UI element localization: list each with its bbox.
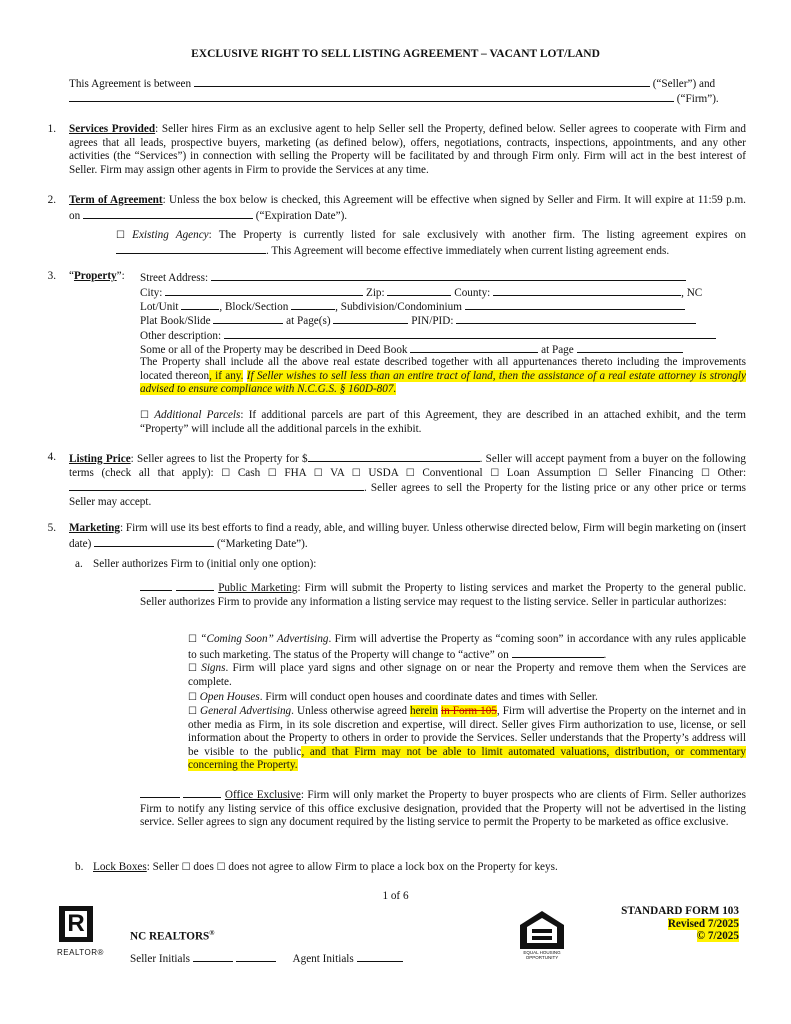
section-4-text-1: : Seller agrees to list the Property for $	[130, 453, 308, 465]
section-2-heading: Term of Agreement	[69, 194, 163, 206]
subsection-a-text: Seller authorizes Firm to (initial only one option):	[93, 558, 317, 570]
intro-line-2	[69, 91, 749, 107]
lock-boxes-heading: Lock Boxes	[93, 861, 147, 873]
section-4-text-2: . Seller will accept payment from a buyer on the following terms (check all that apply):	[69, 453, 746, 479]
revised-date: Revised 7/2025	[667, 917, 739, 930]
general-advertising-label: General Advertising	[200, 705, 292, 717]
plat-label: Plat Book/Slide	[140, 315, 211, 327]
section-5-text-1: : Firm will use its best efforts to find a ready, able, and willing buyer. Unless otherwise directed below, Firm will begin marketing on (insert date)	[69, 522, 746, 550]
deed-label: Some or all of the Property may be described in Deed Book	[140, 344, 408, 356]
county-field[interactable]	[493, 285, 681, 296]
subdivision-label: , Subdivision/Condominium	[335, 301, 462, 313]
fha-label: FHA	[284, 466, 307, 479]
nc-realtors-text: NC REALTORS	[130, 930, 210, 943]
pin-field[interactable]	[456, 313, 696, 324]
section-1-text: : Seller hires Firm as an exclusive agent to help Seller sell the Property, defined below. Seller agrees to cooperate with Firm and agrees that all leads, prospective buyers, marketing (as defined below), offers, negotiations, contracts, inspections, appointments, and any other activities (the “Services”) in connection with selling the Property will be facilitated by and through Firm only. Firm will act in the best interest of Seller. Firm may assign other agents in Firm to provide the Services at any time.	[69, 123, 746, 176]
firm-name-field[interactable]	[69, 91, 674, 102]
listing-price-field[interactable]	[308, 451, 480, 462]
street-address-field[interactable]	[211, 270, 686, 281]
signs-label: Signs	[201, 662, 226, 674]
section-2-term	[69, 194, 746, 223]
marketing-date-field[interactable]	[94, 536, 214, 547]
deed-book-field[interactable]	[410, 342, 538, 353]
existing-agency-option	[116, 229, 746, 258]
city-label: City:	[140, 287, 163, 299]
property-include-paragraph	[140, 356, 746, 397]
city-field[interactable]	[165, 285, 363, 296]
zip-label: Zip:	[365, 287, 385, 299]
other-terms-label: Other:	[717, 466, 747, 479]
public-marketing-option	[140, 580, 746, 609]
does-label: does	[193, 861, 214, 873]
page-title: EXCLUSIVE RIGHT TO SELL LISTING AGREEMENT – VACANT LOT/LAND	[191, 48, 600, 60]
section-4-text-3: . Seller agrees to sell the Property for the listing price or any other price or terms Seller may accept.	[69, 482, 746, 508]
between-label: This Agreement is between	[69, 78, 192, 90]
office-exclusive-label: Office Exclusive	[224, 789, 301, 801]
section-4-listing-price	[69, 451, 746, 509]
public-initials-1[interactable]	[140, 580, 172, 591]
checkbox-icon[interactable]: ☐	[313, 467, 323, 479]
section-3-heading-line	[69, 270, 125, 284]
seller-initials-1[interactable]	[193, 951, 233, 962]
plat-row	[140, 313, 732, 329]
subsection-b-label: b.	[75, 861, 84, 873]
firm-suffix: (“Firm”).	[676, 93, 719, 105]
expiration-date-field[interactable]	[83, 208, 253, 219]
checkbox-icon[interactable]: ☐	[701, 467, 710, 479]
zip-field[interactable]	[387, 285, 451, 296]
checkbox-icon[interactable]: ☐	[188, 706, 197, 717]
form-id-block	[621, 905, 739, 943]
checkbox-icon[interactable]: ☐	[188, 634, 197, 645]
existing-agency-text-2: . This Agreement will become effective immediately when current listing agreement ends.	[266, 244, 670, 257]
section-1-services	[69, 123, 746, 177]
plat-field[interactable]	[213, 313, 283, 324]
general-text-2: , Firm will advertise the Property on the internet and in other media as Firm, in its sole discretion and expertise, will direct. Seller gives Firm authorization to use, license, or sell information about the Property to others in order to provide the Services. Seller understands that the Property’s address will be visible to the public	[188, 705, 747, 758]
section-1-heading: Services Provided	[69, 123, 156, 135]
existing-agency-label: Existing Agency	[132, 229, 209, 241]
checkbox-icon[interactable]: ☐	[188, 663, 197, 674]
state-label: , NC	[681, 287, 703, 299]
nc-realtors-label	[130, 927, 215, 944]
active-date-field[interactable]	[512, 647, 604, 658]
office-exclusive-option	[140, 787, 746, 830]
va-label: VA	[330, 466, 345, 479]
heading-quote-close: ”:	[116, 270, 125, 282]
other-terms-field[interactable]	[69, 480, 364, 491]
standard-form-label: STANDARD FORM 103	[621, 905, 739, 917]
other-description-label: Other description:	[140, 330, 222, 342]
additional-parcels-text: : If additional parcels are part of this Agreement, they are described in an attached exhibit, and the term “Property” will include all the additional parcels in the exhibit.	[140, 409, 747, 435]
signs-text: . Firm will place yard signs and other signage on or near the Property and remove them when the Services are complete.	[188, 662, 746, 688]
loan-assumption-label: Loan Assumption	[506, 466, 591, 479]
section-5-marketing	[69, 522, 746, 551]
street-label: Street Address:	[140, 272, 209, 284]
signs-option	[188, 662, 746, 689]
section-5-heading: Marketing	[69, 522, 120, 534]
general-text-1: . Unless otherwise agreed	[291, 705, 407, 717]
include-highlight: , if any.	[209, 369, 244, 382]
public-initials-2[interactable]	[176, 580, 214, 591]
realtor-logo-icon: R	[59, 906, 93, 942]
usda-label: USDA	[368, 466, 399, 479]
general-highlight-end: , and that Firm may not be able to limit automated valuations, distribution, or commentary concerning the Property.	[188, 745, 746, 772]
existing-expiration-field[interactable]	[116, 243, 266, 254]
registered-mark: ®	[209, 929, 215, 937]
lock-boxes-text-1: : Seller	[146, 861, 179, 873]
lot-field[interactable]	[181, 299, 219, 310]
other-description-field[interactable]	[224, 328, 716, 339]
checkbox-icon[interactable]: ☐	[490, 467, 500, 479]
section-4-heading: Listing Price	[69, 453, 131, 465]
expiration-suffix: (“Expiration Date”).	[255, 209, 348, 222]
public-marketing-text: : Firm will submit the Property to listing services and market the Property to the general public. Seller authorizes Firm to provide any information a listing service may request to the listing service. Seller in particular authorizes:	[140, 582, 747, 608]
seller-financing-label: Seller Financing	[614, 466, 694, 479]
section-1-number: 1.	[47, 123, 56, 135]
page-label: at Page(s)	[286, 315, 331, 327]
seller-name-field[interactable]	[194, 76, 650, 87]
struck-form-reference: in Form 105	[441, 705, 497, 717]
checkbox-icon[interactable]: ☐	[181, 862, 191, 873]
general-advertising-option	[188, 705, 746, 773]
existing-agency-text: : The Property is currently listed for sale exclusively with another firm. The listing agreement expires on	[208, 229, 746, 241]
seller-initials-label: Seller Initials	[130, 953, 190, 965]
checkbox-icon[interactable]: ☐	[216, 862, 226, 873]
coming-soon-option: ☐ “Coming Soon” Advertising. Firm will advertise the Property as “coming soon” in accordance with any rules applicable to such marketing. The status of the Property will change to “active” on .	[188, 633, 746, 661]
heading-quote-open: “	[69, 270, 74, 282]
cash-label: Cash	[237, 466, 261, 479]
section-4-number: 4.	[47, 451, 56, 463]
checkbox-icon[interactable]: ☐	[188, 692, 197, 703]
public-marketing-label: Public Marketing	[218, 582, 298, 594]
checkbox-icon[interactable]: ☐	[351, 467, 361, 479]
realtor-logo-text: REALTOR®	[57, 948, 104, 957]
page-number: 1 of 6	[382, 890, 409, 902]
seller-initials-2[interactable]	[236, 951, 276, 962]
open-houses-label: Open Houses	[199, 691, 260, 703]
page-field[interactable]	[333, 313, 408, 324]
block-label: , Block/Section	[219, 301, 289, 313]
lock-boxes-option	[93, 861, 558, 875]
checkbox-icon[interactable]: ☐	[267, 467, 277, 479]
include-text: The Property shall include all the above real estate described together with all appurtenances thereto including the improvements located thereon	[140, 356, 746, 382]
section-3-heading: Property	[73, 270, 117, 282]
coming-soon-text: . Firm will advertise the Property as “coming soon” in accordance with any rules applicable to such marketing. The status of the Property will change to “active” on	[188, 633, 746, 661]
open-houses-text: . Firm will conduct open houses and coordinate dates and times with Seller.	[259, 691, 598, 703]
subsection-a-label: a.	[75, 558, 83, 570]
lot-label: Lot/Unit	[140, 301, 179, 313]
checkbox-icon[interactable]: ☐	[116, 230, 125, 241]
county-label: County:	[454, 287, 491, 299]
office-initials-2[interactable]	[183, 787, 221, 798]
seller-suffix: (“Seller”) and	[652, 78, 716, 90]
section-5-text-2: (“Marketing Date”).	[216, 537, 308, 550]
include-italic-note: If Seller wishes to sell less than an entire tract of land, then the assistance of a real estate attorney is strongly advised to ensure compliance with N.C.G.S. § 160D-807.	[140, 369, 746, 396]
office-exclusive-text: : Firm will only market the Property to buyer prospects who are clients of Firm. Seller authorizes Firm to notify any listing service of this office exclusive designation, provided that the Property will not be advertised in the listing service. Seller agrees to sign any document required by the listing service to permit the Property to be marketed as office exclusive.	[140, 789, 746, 829]
section-3-number: 3.	[47, 270, 56, 282]
agent-initials-field[interactable]	[357, 951, 403, 962]
office-initials-1[interactable]	[140, 787, 180, 798]
open-houses-option	[188, 691, 746, 705]
deed-page-field[interactable]	[577, 342, 683, 353]
deed-page-label: at Page	[541, 344, 574, 356]
section-2-text: : Unless the box below is checked, this Agreement will be effective when signed by Seller and Firm. It will expire at 11:59 p.m. on	[69, 194, 746, 222]
checkbox-icon[interactable]: ☐	[598, 467, 608, 479]
pin-label: PIN/PID:	[411, 315, 454, 327]
additional-parcels-option	[140, 409, 746, 436]
block-field[interactable]	[291, 299, 335, 310]
checkbox-icon[interactable]: ☐	[405, 467, 415, 479]
lock-boxes-text-2: does not agree to allow Firm to place a lock box on the Property for keys.	[228, 861, 558, 873]
section-2-number: 2.	[47, 194, 56, 206]
initials-row	[130, 951, 403, 967]
checkbox-icon[interactable]: ☐	[221, 467, 231, 479]
checkbox-icon[interactable]: ☐	[140, 410, 149, 421]
intro-line-1	[69, 76, 749, 92]
street-row	[140, 270, 732, 286]
conventional-label: Conventional	[422, 466, 483, 479]
subdivision-field[interactable]	[465, 299, 685, 310]
section-5-number: 5.	[47, 522, 56, 534]
additional-parcels-label: Additional Parcels	[154, 409, 241, 421]
equal-housing-text: EQUAL HOUSING OPPORTUNITY	[523, 950, 561, 960]
coming-soon-label: “Coming Soon” Advertising	[200, 633, 329, 645]
copyright-date: © 7/2025	[696, 930, 739, 943]
herein-highlight: herein	[410, 705, 438, 717]
agent-initials-label: Agent Initials	[292, 953, 354, 965]
